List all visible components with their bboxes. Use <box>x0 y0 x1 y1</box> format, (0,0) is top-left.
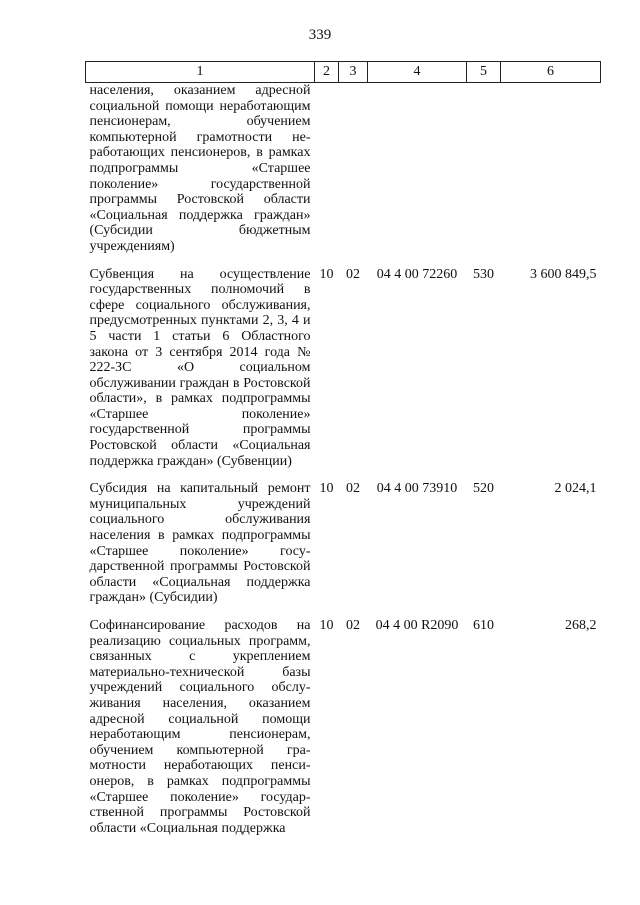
column-header-6: 6 <box>501 62 601 83</box>
row-amount: 3 600 849,5 <box>530 266 597 282</box>
row-section: 10 <box>319 618 334 633</box>
row-amount <box>501 83 601 255</box>
row-section: 10 <box>319 266 334 282</box>
row-amount: 2 024,1 <box>554 481 597 497</box>
row-section: 10 <box>319 481 334 497</box>
row-description: населения, оказанием адресной социальной помощи неработающим пенсионерам, обучением компьютерной грамотности неработающих пенсионеров, в рамках подпрограммы «Старшее поколение» государственной программы Ростовской области «Социальная поддержка граждан» (Субсидии бюджетным учреждениям) <box>89 83 311 254</box>
row-section <box>315 83 339 255</box>
page-number: 339 <box>308 27 332 43</box>
row-subsection: 02 <box>346 481 360 497</box>
row-target-code: 04 4 00 R2090 <box>375 618 459 633</box>
row-amount: 268,2 <box>565 618 597 633</box>
budget-table <box>85 61 601 836</box>
column-header-2: 2 <box>315 62 339 83</box>
table-row <box>86 255 601 470</box>
row-description: Субсидия на капитальный ремонт муниципальных учреждений социального обслуживания населения в рамках подпрограммы «Старшее поколение» государственной программы Ростовской области «Социальная поддержка граждан» (Субсидии) <box>89 481 311 606</box>
table-row <box>86 83 601 255</box>
column-header-1: 1 <box>86 62 315 83</box>
row-subsection: 02 <box>346 266 360 282</box>
row-target-code: 04 4 00 73910 <box>376 481 458 497</box>
column-header-3: 3 <box>339 62 368 83</box>
row-subsection <box>339 83 368 255</box>
row-expense-type <box>467 83 501 255</box>
row-expense-type: 520 <box>473 481 494 497</box>
row-description: Софинансирование расходов на реализацию социальных программ, связанных с укреплением материально-технической базы учреждений социального обслуживания населения, оказанием адресной социальной помощи неработающим пенсионерам, обучением компьютерной грамотности неработающих пенсионеров, в рамках подпрограммы «Старшее поколение» государственной программы Ростовской области «Социальная поддержка <box>89 618 311 836</box>
row-subsection: 02 <box>346 618 360 633</box>
table-row <box>86 469 601 606</box>
table-header-row <box>86 62 601 83</box>
table-row <box>86 606 601 836</box>
row-expense-type: 530 <box>473 266 494 282</box>
row-target-code: 04 4 00 72260 <box>376 266 458 282</box>
column-header-4: 4 <box>368 62 467 83</box>
column-header-5: 5 <box>467 62 501 83</box>
row-target-code <box>368 83 467 255</box>
row-description: Субвенция на осуществление государственных полномочий в сфере социального обслуживания, предусмотренных пунктами 2, 3, 4 и 5 части 1 статьи 6 Областного закона от 3 сентября 2014 года № 222-ЗС «О социальном обслуживании граждан в Ростовской области», в рамках подпрограммы «Старшее поколение» государственной программы Ростовской области «Социальная поддержка граждан» (Субвенции) <box>89 266 311 469</box>
row-expense-type: 610 <box>473 618 494 633</box>
